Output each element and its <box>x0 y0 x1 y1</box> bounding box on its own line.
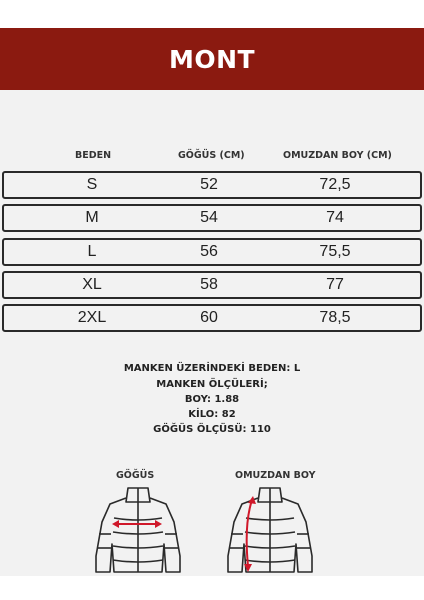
jacket-chest-diagram-icon <box>88 484 188 576</box>
size-cell: 2XL <box>77 309 107 326</box>
column-header-length: OMUZDAN BOY (CM) <box>283 150 392 161</box>
length-cell: 77 <box>326 276 344 293</box>
size-cell: L <box>87 243 97 260</box>
model-weight-text: KİLO: 82 <box>188 409 236 420</box>
length-cell: 74 <box>326 209 344 226</box>
table-row <box>2 171 422 199</box>
table-row <box>2 304 422 332</box>
size-cell: M <box>85 209 99 226</box>
chest-cell: 60 <box>200 309 218 326</box>
table-row <box>2 238 422 266</box>
table-row <box>2 271 422 299</box>
size-chart-panel <box>0 90 424 576</box>
model-size-text: MANKEN ÜZERİNDEKİ BEDEN: L <box>123 363 301 374</box>
column-header-size: BEDEN <box>75 150 112 161</box>
length-cell: 78,5 <box>319 309 351 326</box>
chest-cell: 56 <box>200 243 218 260</box>
chest-cell: 58 <box>200 276 218 293</box>
model-chest-text: GÖĞÜS ÖLÇÜSÜ: 110 <box>153 424 271 435</box>
size-cell: XL <box>82 276 102 293</box>
jacket-length-diagram-icon <box>220 484 320 576</box>
column-header-chest: GÖĞÜS (CM) <box>178 150 245 161</box>
chest-figure-label: GÖĞÜS <box>116 470 155 481</box>
page-title: MONT <box>168 44 256 74</box>
length-figure-label: OMUZDAN BOY <box>235 470 316 481</box>
length-cell: 75,5 <box>319 243 351 260</box>
model-height-text: BOY: 1.88 <box>184 394 240 405</box>
header-banner <box>0 28 424 90</box>
length-cell: 72,5 <box>319 176 351 193</box>
table-row <box>2 204 422 232</box>
chest-cell: 52 <box>200 176 218 193</box>
model-measurements-title: MANKEN ÖLÇÜLERİ; <box>156 379 268 390</box>
chest-cell: 54 <box>200 209 218 226</box>
size-cell: S <box>86 176 98 193</box>
